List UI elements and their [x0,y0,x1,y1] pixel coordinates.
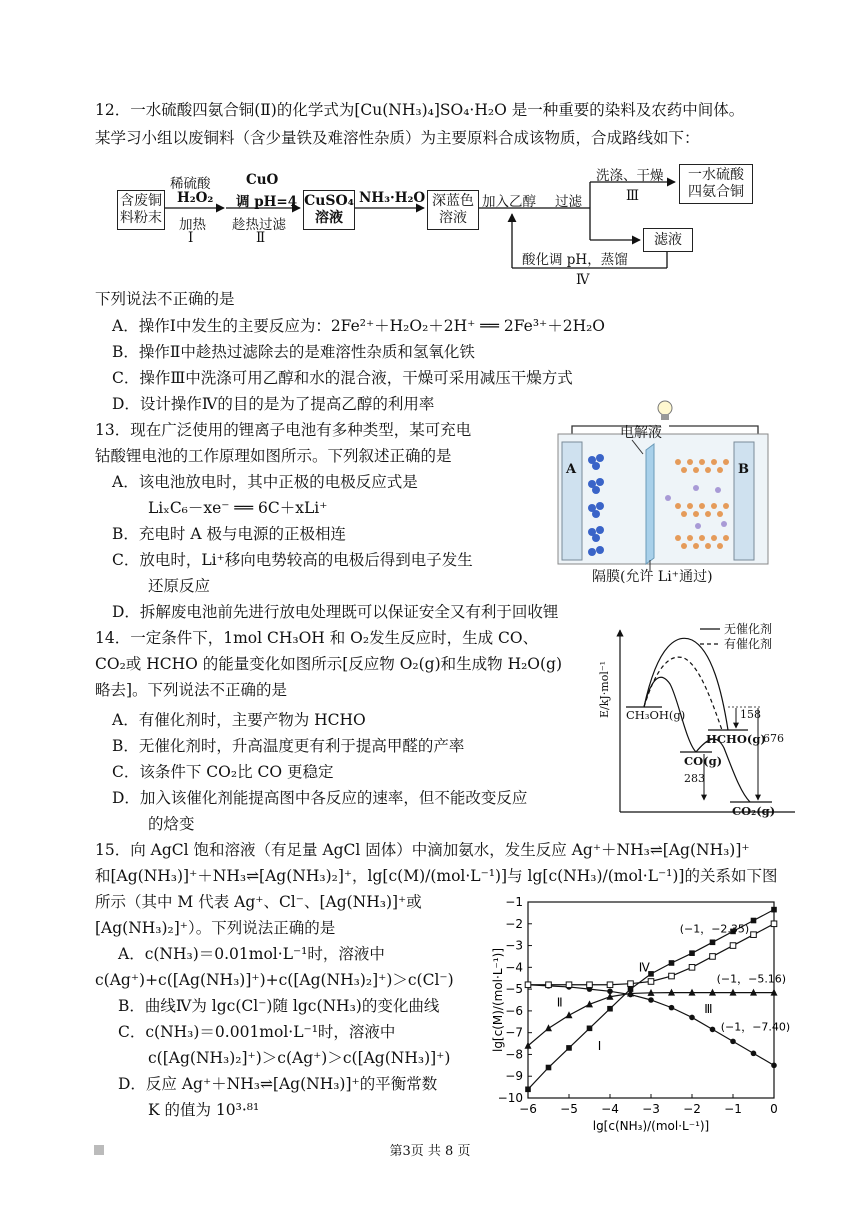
energy-ylabel: E/kJ·mol⁻¹ [598,660,611,718]
q14-stem-line3: 略去]。下列说法不正确的是 [95,681,288,699]
flow-step2-bottom: 趁热过滤 [232,217,286,233]
flow-step4-label: 加入乙醇 [482,194,536,210]
energy-label-co: CO(g) [684,754,723,768]
series-point [648,997,654,1003]
bulb-icon [658,401,672,415]
q13-option-d: D．拆解废电池前先进行放电处理既可以保证安全又有利于回收锂 [112,603,559,621]
energy-value-158: 158 [740,708,761,721]
flow-step1-num: Ⅰ [188,230,194,246]
y-tick-label: −6 [505,1003,523,1018]
q15-chart-svg [490,892,790,1137]
series-point [751,932,757,938]
q13-option-b: B．充电时 A 极与电源的正极相连 [112,525,346,543]
battery-electrode-a-label: A [566,462,577,477]
energy-svg [600,622,800,822]
x-tick-label: −3 [642,1102,660,1116]
series-point [689,1015,695,1021]
x-tick-label: −4 [601,1102,619,1116]
series-point [771,907,777,913]
q12-stem-line1: 12．一水硫酸四氨合铜(Ⅱ)的化学式为[Cu(NH₃)₄]SO₄·H₂O 是一种重要的染料及农药中间体。 [95,101,745,119]
q14-stem-line1: 14．一定条件下，1mol CH₃OH 和 O₂发生反应时，生成 CO、 [95,629,539,647]
y-tick-label: −2 [505,916,523,931]
y-tick-label: −5 [505,982,523,997]
series-point [710,954,716,960]
q12-stem-line2: 某学习小组以废铜料（含少量铁及难溶性杂质）为主要原料合成该物质，合成路线如下： [95,129,700,147]
q14-option-a: A．有催化剂时，主要产物为 HCHO [112,711,366,729]
q15-chart [490,892,790,1137]
y-tick-label: −10 [497,1091,523,1105]
energy-label-hcho: HCHO(g) [706,732,766,746]
q14-option-d: D．加入该催化剂能提高图中各反应的速率，但不能改变反应 [112,789,528,807]
x-tick-label: −1 [724,1102,742,1116]
series-point [607,1006,613,1012]
flow-step7-label: 酸化调 pH，蒸馏 [522,252,628,268]
q15-stem-line1: 15．向 AgCl 饱和溶液（有足量 AgCl 固体）中滴加氨水，发生反应 Ag⁺＋NH₃⇌[Ag(NH₃)]⁺ [95,841,750,859]
q14-option-d-2: 的焓变 [148,815,195,833]
q12-question: 下列说法不正确的是 [95,290,235,308]
series-point [648,979,654,985]
battery-electrolyte-label: 电解液 [620,425,662,441]
q13-stem-line1: 13．现在广泛使用的锂离子电池有多种类型，某可充电 [95,421,472,439]
flow-box-cuso4: CuSO₄ 溶液 [303,190,355,230]
data-annotation: (−1，−2.35) [679,922,750,936]
q13-option-c-1: C．放电时，Li⁺移向电势较高的电极后得到电子发生 [112,551,473,569]
energy-legend-solid: 无催化剂 [724,622,773,636]
flow-step1-top: 稀硫酸 [170,176,211,192]
curve-label: Ⅱ [556,995,563,1010]
q15-option-c-2: c([Ag(NH₃)₂]⁺)＞c(Ag⁺)＞c([Ag(NH₃)]⁺) [148,1049,451,1067]
q15-stem-line2: 和[Ag(NH₃)]⁺＋NH₃⇌[Ag(NH₃)₂]⁺，lg[c(M)/(mol·L⁻¹)]与 lg[c(NH₃)/(mol·L⁻¹)]的关系如下图 [95,867,778,885]
q14-option-b: B．无催化剂时，升高温度更有利于提高甲醛的产率 [112,737,465,755]
flow-box-start: 含废铜 料粉末 [117,190,165,230]
flow-box-product: 一水硫酸 四氨合铜 [679,164,753,204]
q15-option-d-1: D．反应 Ag⁺＋NH₃⇌[Ag(NH₃)]⁺的平衡常数 [118,1075,438,1093]
flow-step1-bottom: 加热 [179,217,206,233]
curve-label: Ⅰ [597,1039,602,1054]
q13-option-c-2: 还原反应 [148,577,211,595]
q12-option-c: C．操作Ⅲ中洗涤可用乙醇和水的混合液，干燥可采用减压干燥方式 [112,369,573,387]
y-tick-label: −9 [505,1069,523,1084]
x-tick-label: −5 [560,1102,578,1116]
flow-arrows [0,0,860,300]
y-tick-label: −8 [505,1047,523,1062]
q15-option-a-2: c(Ag⁺)+c([Ag(NH₃)]⁺)+c([Ag(NH₃)₂]⁺)＞c(Cl⁻) [95,971,454,989]
flow-step6-label: 洗涤、干燥 [596,168,664,184]
q13-battery-figure [548,398,778,588]
flow-box-filtrate: 滤液 [643,228,693,252]
q15-stem-line3: 所示（其中 M 代表 Ag⁺、Cl⁻、[Ag(NH₃)]⁺或 [95,893,422,911]
flow-step2-num: Ⅱ [256,230,266,246]
series-point [730,1039,736,1045]
series-point [751,918,757,924]
series-point [525,982,531,988]
battery-caption: 隔膜(允许 Li⁺通过) [592,569,713,585]
flow-step3-reagent: NH₃·H₂O [359,190,426,206]
energy-label-ch3oh: CH₃OH(g) [626,708,686,722]
series-point [566,982,572,988]
q15-stem-line4: [Ag(NH₃)₂]⁺）。下列说法正确的是 [95,919,336,937]
q15-option-d-2: K 的值为 10³·⁸¹ [148,1101,260,1119]
flow-step5-label: 过滤 [555,194,582,210]
q13-stem-line2: 钴酸锂电池的工作原理如图所示。下列叙述正确的是 [95,447,452,465]
q14-option-c: C．该条件下 CO₂比 CO 更稳定 [112,763,334,781]
series-point [607,988,613,994]
series-point [607,982,613,988]
series-point [546,1065,552,1071]
battery-svg [548,398,778,588]
q15-option-b: B．曲线Ⅳ为 lgc(Cl⁻)随 lgc(NH₃)的变化曲线 [118,997,440,1015]
x-tick-label: 0 [770,1102,778,1116]
x-tick-label: −2 [683,1102,701,1116]
q12-option-d: D．设计操作Ⅳ的目的是为了提高乙醇的利用率 [112,395,435,413]
series-point [751,1051,757,1057]
q15-option-a-1: A．c(NH₃)＝0.01mol·L⁻¹时，溶液中 [118,945,385,963]
y-tick-label: −7 [505,1025,523,1040]
q15-option-c-1: C．c(NH₃)＝0.001mol·L⁻¹时，溶液中 [118,1023,396,1041]
series-point [710,939,716,945]
series-point [545,1024,552,1031]
y-tick-label: −3 [505,938,523,953]
y-tick-label: −1 [505,895,523,909]
flow-box-deep-blue: 深蓝色 溶液 [427,190,479,230]
series-point [525,1042,532,1049]
flow-step1-reagent: H₂O₂ [177,190,214,206]
energy-value-283: 283 [684,772,705,785]
series-point [628,992,634,998]
q12-option-b: B．操作Ⅱ中趁热过滤除去的是难溶性杂质和氢氧化铁 [112,343,475,361]
curve-label: Ⅲ [704,1002,713,1017]
series-point [669,973,675,979]
series-point [628,981,634,987]
data-annotation: (−1，−5.16) [716,972,787,986]
series-point [689,950,695,956]
x-tick-label: −6 [519,1102,537,1116]
q14-stem-line2: CO₂或 HCHO 的能量变化如图所示[反应物 O₂(g)和生成物 H₂O(g) [95,655,563,673]
series-point [771,1063,777,1069]
q12-option-a: A．操作Ⅰ中发生的主要反应为：2Fe²⁺＋H₂O₂＋2H⁺ ══ 2Fe³⁺＋2H₂O [112,317,606,335]
series-point [669,1005,675,1011]
q13-option-a-2: LiₓC₆－xe⁻ ══ 6C＋xLi⁺ [148,499,328,517]
y-axis-label: lg[c(M)/(mol·L⁻¹)] [491,947,505,1053]
series-point [710,1027,716,1033]
series-point [587,982,593,988]
energy-legend-dashed: 有催化剂 [724,637,773,651]
series-point [525,1086,531,1092]
series-point [669,960,675,966]
x-axis-label: lg[c(NH₃)/(mol·L⁻¹)] [592,1119,710,1133]
flow-step2-top: CuO [246,172,279,188]
series-point [689,965,695,971]
q13-option-a-1: A．该电池放电时，其中正极的电极反应式是 [112,473,418,491]
flow-step6-num: Ⅲ [626,188,640,204]
page-footer: 第3页 共 8 页 [389,1144,471,1159]
flow-step2-reagent: 调 pH=4 [236,194,298,210]
series-point [587,1026,593,1032]
series-point [566,1045,572,1051]
series-point [730,943,736,949]
energy-label-co2: CO₂(g) [732,804,776,818]
q14-energy-diagram [600,622,800,822]
series-point [771,921,777,927]
series-point [546,982,552,988]
energy-value-676: 676 [763,732,784,745]
data-annotation: (−1，−7.40) [720,1020,790,1034]
curve-label: Ⅳ [638,960,650,975]
y-tick-label: −4 [505,960,523,975]
battery-electrode-b-label: B [738,462,749,477]
flow-step7-num: Ⅳ [576,272,590,288]
series-point [566,1011,573,1018]
